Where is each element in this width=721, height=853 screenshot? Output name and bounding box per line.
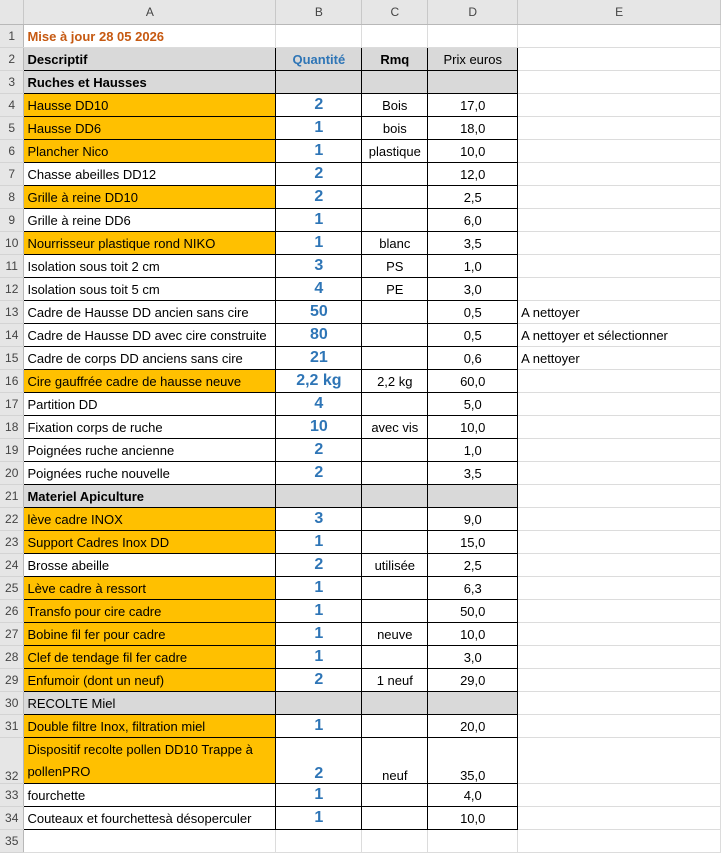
item-remark[interactable] (362, 462, 428, 485)
row-number[interactable]: 22 (0, 508, 24, 531)
row-number[interactable]: 2 (0, 48, 24, 71)
item-note[interactable] (518, 232, 721, 255)
item-note[interactable] (518, 600, 721, 623)
cell[interactable] (276, 25, 362, 48)
row-number[interactable]: 6 (0, 140, 24, 163)
table-row (0, 347, 721, 370)
item-remark[interactable]: neuve (362, 623, 428, 646)
cell[interactable] (24, 830, 276, 853)
table-row (0, 669, 721, 692)
item-remark[interactable]: Bois (362, 94, 428, 117)
row-number[interactable]: 23 (0, 531, 24, 554)
item-price[interactable]: 3,0 (428, 278, 518, 301)
cell[interactable] (518, 692, 721, 715)
item-remark[interactable]: PE (362, 278, 428, 301)
item-price[interactable]: 10,0 (428, 416, 518, 439)
item-quantity[interactable]: 2 (276, 163, 362, 186)
table-row (0, 163, 721, 186)
cell[interactable] (518, 485, 721, 508)
item-quantity[interactable]: 1 (276, 784, 362, 807)
row-number[interactable]: 35 (0, 830, 24, 853)
table-row (0, 209, 721, 232)
item-note[interactable] (518, 278, 721, 301)
item-note[interactable] (518, 738, 721, 784)
table-row (0, 117, 721, 140)
row-number[interactable]: 31 (0, 715, 24, 738)
item-price[interactable]: 60,0 (428, 370, 518, 393)
item-note[interactable]: A nettoyer et sélectionner (518, 324, 721, 347)
section-row (0, 71, 721, 94)
item-quantity[interactable]: 2 (276, 186, 362, 209)
row-number[interactable]: 33 (0, 784, 24, 807)
item-note[interactable] (518, 462, 721, 485)
item-price[interactable]: 10,0 (428, 623, 518, 646)
item-description[interactable]: Cadre de corps DD anciens sans cire (24, 347, 276, 370)
item-remark[interactable]: neuf (362, 738, 428, 784)
item-quantity[interactable]: 1 (276, 623, 362, 646)
cell[interactable] (276, 71, 362, 94)
item-remark[interactable] (362, 784, 428, 807)
column-header-row (0, 0, 721, 25)
item-price[interactable]: 6,0 (428, 209, 518, 232)
item-remark[interactable]: avec vis (362, 416, 428, 439)
row-number[interactable]: 16 (0, 370, 24, 393)
item-description[interactable]: fourchette (24, 784, 276, 807)
item-quantity[interactable]: 1 (276, 600, 362, 623)
item-description[interactable]: Transfo pour cire cadre (24, 600, 276, 623)
item-description[interactable]: Brosse abeille (24, 554, 276, 577)
cell[interactable] (518, 25, 721, 48)
item-description[interactable]: Chasse abeilles DD12 (24, 163, 276, 186)
item-quantity[interactable]: 1 (276, 209, 362, 232)
item-description[interactable]: Grille à reine DD6 (24, 209, 276, 232)
item-quantity[interactable]: 4 (276, 278, 362, 301)
item-note[interactable] (518, 370, 721, 393)
row-number[interactable]: 26 (0, 600, 24, 623)
item-quantity[interactable]: 2 (276, 94, 362, 117)
table-row (0, 807, 721, 830)
table-row (0, 577, 721, 600)
item-note[interactable] (518, 186, 721, 209)
item-note[interactable] (518, 577, 721, 600)
item-remark[interactable] (362, 508, 428, 531)
row-number[interactable]: 20 (0, 462, 24, 485)
item-price[interactable]: 3,5 (428, 232, 518, 255)
item-description[interactable]: Dispositif recolte pollen DD10 Trappe à pollenPRO (24, 738, 276, 784)
item-description[interactable]: Nourrisseur plastique rond NIKO (24, 232, 276, 255)
section-row (0, 485, 721, 508)
item-description[interactable]: Grille à reine DD10 (24, 186, 276, 209)
item-note[interactable] (518, 163, 721, 186)
item-quantity[interactable]: 3 (276, 255, 362, 278)
item-note[interactable] (518, 117, 721, 140)
item-note[interactable] (518, 416, 721, 439)
table-row (0, 508, 721, 531)
item-description[interactable]: Lève cadre à ressort (24, 577, 276, 600)
item-note[interactable] (518, 94, 721, 117)
item-description[interactable]: Enfumoir (dont un neuf) (24, 669, 276, 692)
cell[interactable] (428, 71, 518, 94)
item-remark[interactable]: PS (362, 255, 428, 278)
item-price[interactable]: 0,6 (428, 347, 518, 370)
table-row (0, 646, 721, 669)
table-row (0, 301, 721, 324)
item-description[interactable]: lève cadre INOX (24, 508, 276, 531)
table-row (0, 324, 721, 347)
header-descriptif[interactable]: Descriptif (24, 48, 276, 71)
column-header-a[interactable]: A (24, 0, 276, 25)
item-note[interactable] (518, 439, 721, 462)
item-price[interactable]: 50,0 (428, 600, 518, 623)
item-price[interactable]: 15,0 (428, 531, 518, 554)
table-row (0, 416, 721, 439)
item-description[interactable]: Isolation sous toit 2 cm (24, 255, 276, 278)
item-note[interactable] (518, 784, 721, 807)
item-price[interactable]: 2,5 (428, 186, 518, 209)
item-remark[interactable] (362, 600, 428, 623)
item-price[interactable]: 3,5 (428, 462, 518, 485)
item-price[interactable]: 3,0 (428, 646, 518, 669)
row-number[interactable]: 5 (0, 117, 24, 140)
row-number[interactable]: 14 (0, 324, 24, 347)
item-price[interactable]: 1,0 (428, 439, 518, 462)
item-quantity[interactable]: 1 (276, 715, 362, 738)
table-row (0, 715, 721, 738)
table-row (0, 439, 721, 462)
row-number[interactable]: 4 (0, 94, 24, 117)
item-remark[interactable] (362, 347, 428, 370)
cell[interactable] (518, 830, 721, 853)
row-number[interactable]: 10 (0, 232, 24, 255)
item-note[interactable] (518, 646, 721, 669)
row-number[interactable]: 9 (0, 209, 24, 232)
row-number[interactable]: 1 (0, 25, 24, 48)
item-note[interactable] (518, 531, 721, 554)
item-price[interactable]: 10,0 (428, 140, 518, 163)
column-header-b[interactable]: B (276, 0, 362, 25)
item-remark[interactable] (362, 186, 428, 209)
row-number[interactable]: 21 (0, 485, 24, 508)
item-quantity[interactable]: 1 (276, 577, 362, 600)
table-header-row (0, 48, 721, 71)
table-row (0, 462, 721, 485)
table-row (0, 554, 721, 577)
cell[interactable] (276, 830, 362, 853)
row-number[interactable]: 27 (0, 623, 24, 646)
item-description[interactable]: Poignées ruche nouvelle (24, 462, 276, 485)
header-prix[interactable]: Prix euros (428, 48, 518, 71)
row-number[interactable]: 29 (0, 669, 24, 692)
cell[interactable] (276, 485, 362, 508)
table-row (0, 370, 721, 393)
item-price[interactable]: 5,0 (428, 393, 518, 416)
item-price[interactable]: 1,0 (428, 255, 518, 278)
item-note[interactable] (518, 209, 721, 232)
row-number[interactable]: 15 (0, 347, 24, 370)
cell[interactable] (362, 692, 428, 715)
cell[interactable] (428, 692, 518, 715)
item-quantity[interactable]: 1 (276, 531, 362, 554)
cell[interactable] (518, 71, 721, 94)
item-description[interactable]: Isolation sous toit 5 cm (24, 278, 276, 301)
section-row (0, 692, 721, 715)
item-note[interactable] (518, 508, 721, 531)
item-quantity[interactable]: 80 (276, 324, 362, 347)
item-description[interactable]: Clef de tendage fil fer cadre (24, 646, 276, 669)
table-row (0, 255, 721, 278)
item-remark[interactable] (362, 393, 428, 416)
row-number[interactable]: 34 (0, 807, 24, 830)
table-row (0, 186, 721, 209)
item-price[interactable]: 6,3 (428, 577, 518, 600)
item-remark[interactable] (362, 577, 428, 600)
item-quantity[interactable]: 2 (276, 554, 362, 577)
section-title[interactable]: Materiel Apiculture (24, 485, 276, 508)
header-rmq[interactable]: Rmq (362, 48, 428, 71)
item-quantity[interactable]: 1 (276, 646, 362, 669)
item-note[interactable]: A nettoyer (518, 301, 721, 324)
item-description[interactable]: Bobine fil fer pour cadre (24, 623, 276, 646)
item-description[interactable]: Partition DD (24, 393, 276, 416)
item-quantity[interactable]: 1 (276, 807, 362, 830)
table-row (0, 278, 721, 301)
sheet-row (0, 25, 721, 48)
row-number[interactable]: 12 (0, 278, 24, 301)
item-quantity[interactable]: 21 (276, 347, 362, 370)
row-number[interactable]: 8 (0, 186, 24, 209)
item-note[interactable] (518, 807, 721, 830)
item-price[interactable]: 12,0 (428, 163, 518, 186)
item-price[interactable]: 29,0 (428, 669, 518, 692)
item-note[interactable] (518, 669, 721, 692)
cell[interactable] (518, 48, 721, 71)
header-quantite[interactable]: Quantité (276, 48, 362, 71)
item-quantity[interactable]: 2,2 kg (276, 370, 362, 393)
item-quantity[interactable]: 1 (276, 232, 362, 255)
row-number[interactable]: 30 (0, 692, 24, 715)
item-price[interactable]: 20,0 (428, 715, 518, 738)
table-row (0, 600, 721, 623)
item-note[interactable] (518, 715, 721, 738)
item-description[interactable]: Cadre de Hausse DD ancien sans cire (24, 301, 276, 324)
item-quantity[interactable]: 50 (276, 301, 362, 324)
cell[interactable] (362, 25, 428, 48)
section-title[interactable]: Ruches et Hausses (24, 71, 276, 94)
table-row (0, 94, 721, 117)
item-remark[interactable] (362, 324, 428, 347)
table-row (0, 393, 721, 416)
item-quantity[interactable]: 1 (276, 140, 362, 163)
row-number[interactable]: 32 (0, 738, 24, 784)
item-description[interactable]: Hausse DD10 (24, 94, 276, 117)
cell[interactable] (362, 485, 428, 508)
row-number[interactable]: 18 (0, 416, 24, 439)
item-price[interactable]: 4,0 (428, 784, 518, 807)
row-number[interactable]: 17 (0, 393, 24, 416)
item-note[interactable]: A nettoyer (518, 347, 721, 370)
row-number[interactable]: 3 (0, 71, 24, 94)
item-quantity[interactable]: 3 (276, 508, 362, 531)
item-description[interactable]: Couteaux et fourchettesà désoperculer (24, 807, 276, 830)
item-price[interactable]: 0,5 (428, 324, 518, 347)
item-price[interactable]: 2,5 (428, 554, 518, 577)
item-remark[interactable] (362, 646, 428, 669)
cell[interactable] (428, 25, 518, 48)
item-remark[interactable]: 1 neuf (362, 669, 428, 692)
item-quantity[interactable]: 2 (276, 439, 362, 462)
cell[interactable] (276, 692, 362, 715)
item-remark[interactable]: utilisée (362, 554, 428, 577)
table-row (0, 531, 721, 554)
item-quantity[interactable]: 2 (276, 462, 362, 485)
column-header-e[interactable]: E (518, 0, 721, 25)
table-row (0, 784, 721, 807)
item-note[interactable] (518, 393, 721, 416)
item-note[interactable] (518, 140, 721, 163)
item-description[interactable]: Cire gauffrée cadre de hausse neuve (24, 370, 276, 393)
item-remark[interactable]: blanc (362, 232, 428, 255)
cell[interactable] (428, 830, 518, 853)
table-row (0, 232, 721, 255)
row-number[interactable]: 7 (0, 163, 24, 186)
item-price[interactable]: 10,0 (428, 807, 518, 830)
cell[interactable] (362, 71, 428, 94)
row-number[interactable]: 25 (0, 577, 24, 600)
item-quantity[interactable]: 2 (276, 738, 362, 784)
item-quantity[interactable]: 1 (276, 117, 362, 140)
column-header-d[interactable]: D (428, 0, 518, 25)
row-number[interactable]: 24 (0, 554, 24, 577)
item-remark[interactable] (362, 209, 428, 232)
update-date-title[interactable]: Mise à jour 28 05 2026 (24, 25, 276, 48)
item-remark[interactable] (362, 807, 428, 830)
item-note[interactable] (518, 623, 721, 646)
item-note[interactable] (518, 554, 721, 577)
item-remark[interactable] (362, 531, 428, 554)
empty-row (0, 830, 721, 853)
item-description[interactable]: Poignées ruche ancienne (24, 439, 276, 462)
item-price[interactable]: 18,0 (428, 117, 518, 140)
item-description[interactable]: Cadre de Hausse DD avec cire construite (24, 324, 276, 347)
item-remark[interactable]: 2,2 kg (362, 370, 428, 393)
row-number[interactable]: 19 (0, 439, 24, 462)
item-price[interactable]: 9,0 (428, 508, 518, 531)
column-header-c[interactable]: C (362, 0, 428, 25)
item-remark[interactable]: plastique (362, 140, 428, 163)
item-quantity[interactable]: 10 (276, 416, 362, 439)
cell[interactable] (362, 830, 428, 853)
item-remark[interactable] (362, 715, 428, 738)
item-remark[interactable] (362, 439, 428, 462)
item-description[interactable]: Double filtre Inox, filtration miel (24, 715, 276, 738)
cell[interactable] (428, 485, 518, 508)
row-number[interactable]: 13 (0, 301, 24, 324)
row-number[interactable]: 28 (0, 646, 24, 669)
select-all-corner[interactable] (0, 0, 24, 25)
row-number[interactable]: 11 (0, 255, 24, 278)
item-description[interactable]: Plancher Nico (24, 140, 276, 163)
item-description[interactable]: Support Cadres Inox DD (24, 531, 276, 554)
item-description[interactable]: Fixation corps de ruche (24, 416, 276, 439)
item-remark[interactable] (362, 301, 428, 324)
table-row (0, 738, 721, 784)
table-row (0, 140, 721, 163)
item-price[interactable]: 35,0 (428, 738, 518, 784)
item-quantity[interactable]: 4 (276, 393, 362, 416)
section-title[interactable]: RECOLTE Miel (24, 692, 276, 715)
item-remark[interactable]: bois (362, 117, 428, 140)
item-description[interactable]: Hausse DD6 (24, 117, 276, 140)
item-price[interactable]: 0,5 (428, 301, 518, 324)
table-row (0, 623, 721, 646)
item-note[interactable] (518, 255, 721, 278)
item-quantity[interactable]: 2 (276, 669, 362, 692)
item-price[interactable]: 17,0 (428, 94, 518, 117)
item-remark[interactable] (362, 163, 428, 186)
